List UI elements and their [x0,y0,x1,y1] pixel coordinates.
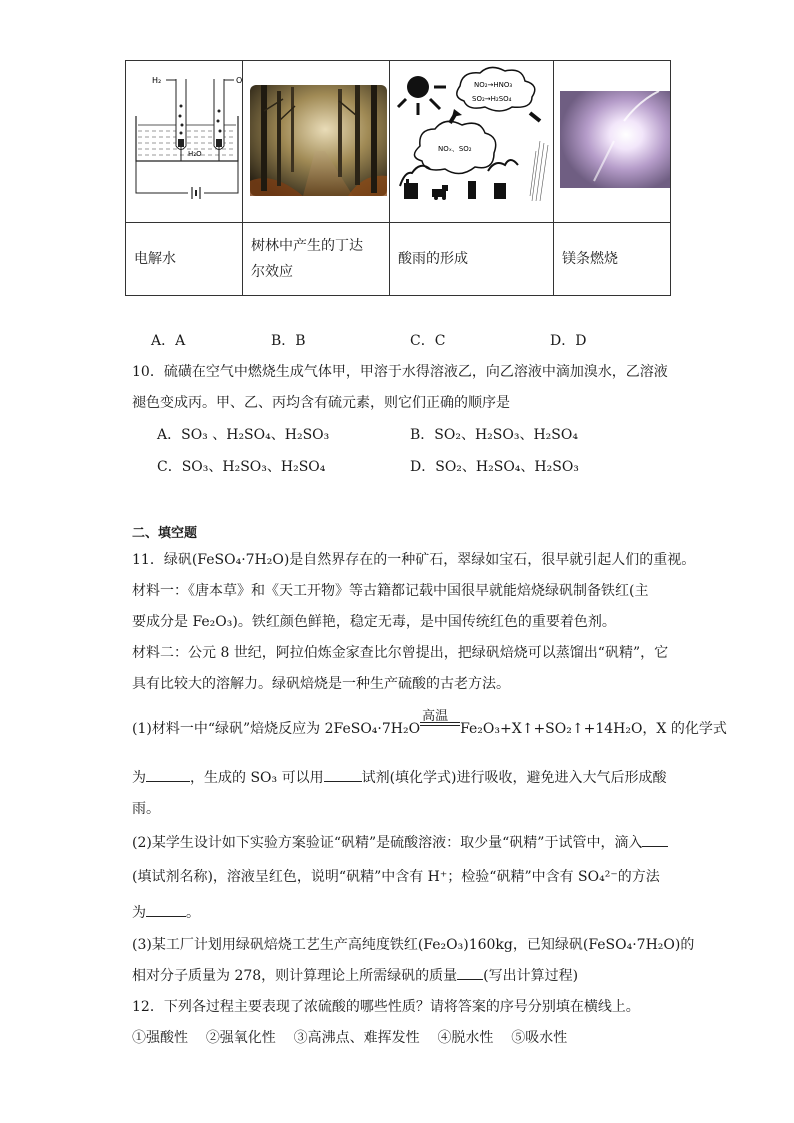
caption-electrolysis: 电解水 [126,223,243,296]
figure-table [125,60,671,296]
choice-1: ①强酸性 [132,1030,188,1046]
choice-3: ③高沸点、难挥发性 [293,1030,420,1046]
q11-part2-line1: (2)某学生设计如下实验方案验证“矾精”是硫酸溶液：取少量“矾精”于试管中，滴入 [132,832,668,852]
choice-2: ②强氧化性 [205,1030,276,1046]
acid-rain-diagram [390,61,554,223]
q12-choices [132,1027,567,1047]
section-heading: 二、填空题 [132,526,198,541]
q11-part1-equation [132,709,727,738]
electrolysis-cell [126,61,243,223]
caption-magnesium: 镁条燃烧 [554,223,671,296]
q11-material1-line2: 要成分是 Fe₂O₃)。铁红颜色鲜艳，稳定无毒，是中国传统红色的重要着色剂。 [132,614,616,630]
q11-material2-line2: 具有比较大的溶解力。绿矾焙烧是一种生产硫酸的古老方法。 [132,676,510,692]
answer-blank-method[interactable] [146,902,186,917]
q9-option-b: B．B [271,333,306,349]
no2-hno3-label: NO₂→HNO₃ [474,81,513,89]
q11-part1-line2: 为 ，生成的 SO₃ 可以用 试剂(填化学式)进行吸收，避免进入大气后形成酸 [132,767,667,787]
equation-reactant: (1)材料一中“绿矾”焙烧反应为 2FeSO₄·7H₂O [132,721,421,737]
answer-blank-x[interactable] [146,767,190,782]
q11-part3-line1: (3)某工厂计划用绿矾焙烧工艺生产高纯度铁红(Fe₂O₃)160kg，已知绿矾(FeSO₄·7H₂O)的 [132,937,695,953]
q11-line1: 11．绿矾(FeSO₄·7H₂O)是自然界存在的一种矿石，翠绿如宝石，很早就引起人们的重视。 [132,552,696,568]
q10-option-d: D．SO₂、H₂SO₄、H₂SO₃ [410,459,579,475]
q11-part1-line3: 雨。 [132,801,160,817]
q12-stem: 12．下列各过程主要表现了浓硫酸的哪些性质？请将答案的序号分别填在横线上。 [132,999,640,1015]
nox-so2-label: NOₓ、SO₂ [438,145,472,153]
so2-h2so4-label: SO₂→H₂SO₄ [472,95,512,103]
q11-part2-line2: (填试剂名称)，溶液呈红色，说明“矾精”中含有 H⁺；检验“矾精”中含有 SO₄²⁻的方法 [132,869,660,885]
q9-option-d: D．D [550,333,587,349]
equation-arrow [420,709,460,733]
forest-photo [243,61,390,223]
equation-products: Fe₂O₃+X↑+SO₂↑+14H₂O，X 的化学式 [460,721,727,737]
caption-tyndall: 树林中产生的丁达尔效应 [243,223,390,296]
q9-option-c: C．C [410,333,446,349]
answer-blank-mass[interactable] [457,965,483,980]
choice-5: ⑤吸水性 [511,1030,568,1046]
q11-part2-line3: 为 。 [132,902,200,922]
answer-blank-indicator[interactable] [642,832,668,847]
q11-material1-line1: 材料一：《唐本草》和《天工开物》等古籍都记载中国很早就能焙烧绿矾制备铁红(主 [132,583,649,599]
q10-option-c: C．SO₃、H₂SO₃、H₂SO₄ [157,459,326,475]
q10-option-a: A．SO₃ 、H₂SO₄、H₂SO₃ [157,427,330,443]
q9-option-a: A．A [151,333,186,349]
choice-4: ④脱水性 [437,1030,494,1046]
h2-label: H₂ [152,76,162,85]
condition-label: 高温 [422,709,449,724]
q10-stem-line1: 10．硫磺在空气中燃烧生成气体甲，甲溶于水得溶液乙，向乙溶液中滴加溴水，乙溶液 [132,364,668,380]
q11-material2-line1: 材料二：公元 8 世纪，阿拉伯炼金家查比尔曾提出，把绿矾焙烧可以蒸馏出“矾精”，它 [132,645,669,661]
q10-stem-line2: 褪色变成丙。甲、乙、丙均含有硫元素，则它们正确的顺序是 [132,395,510,411]
h2o-label: H₂O [188,150,202,158]
o-label: O [236,76,242,85]
caption-acid-rain: 酸雨的形成 [390,223,554,296]
q11-part3-line2: 相对分子质量为 278，则计算理论上所需绿矾的质量 (写出计算过程) [132,965,578,985]
magnesium-burning-photo [554,61,671,223]
q10-option-b: B．SO₂、H₂SO₃、H₂SO₄ [410,427,578,443]
answer-blank-reagent[interactable] [324,767,362,782]
